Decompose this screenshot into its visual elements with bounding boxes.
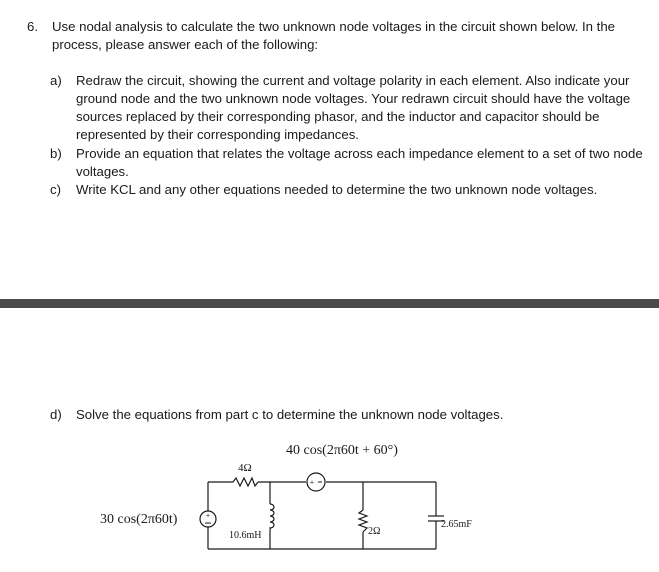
- inductor: [270, 504, 274, 530]
- part-d-text: Solve the equations from part c to determine the unknown node voltages.: [76, 407, 504, 422]
- source-top-plus: +: [309, 478, 315, 487]
- part-c-letter: c): [50, 182, 61, 197]
- source-top-label: 40 cos(2π60t + 60°): [286, 443, 398, 458]
- circuit-diagram: [0, 430, 659, 570]
- question-number: 6.: [27, 19, 38, 34]
- voltage-source-top: [307, 473, 325, 491]
- resistor-top: [233, 478, 258, 486]
- resistor-right-label: 2Ω: [368, 526, 381, 537]
- section-divider: [0, 299, 659, 308]
- part-a-letter: a): [50, 73, 62, 88]
- capacitor-label: 2.65mF: [441, 519, 472, 530]
- part-c-text: Write KCL and any other equations needed to determine the two unknown node voltages.: [76, 182, 598, 197]
- resistor-top-label: 4Ω: [238, 462, 252, 474]
- part-a-text: Redraw the circuit, showing the current and voltage polarity in each element. Also indicate your ground node and the two unknown node voltages. Your redrawn circuit should have the voltage sources replaced by their corresponding phasor, and the inductor and capacitor should be represented by their corresponding impedances.: [76, 73, 631, 142]
- part-d-letter: d): [50, 407, 62, 422]
- part-b-letter: b): [50, 146, 62, 161]
- voltage-source-left: [200, 511, 216, 527]
- resistor-right: [359, 510, 367, 532]
- inductor-label: 10.6mH: [229, 530, 262, 541]
- source-left-label: 30 cos(2π60t): [100, 512, 178, 527]
- question-text: Use nodal analysis to calculate the two unknown node voltages in the circuit shown below. In the process, please answer each of the following:: [52, 19, 616, 52]
- part-b-text: Provide an equation that relates the voltage across each impedance element to a set of two node voltages.: [76, 146, 643, 179]
- source-left-plus: +: [205, 511, 211, 520]
